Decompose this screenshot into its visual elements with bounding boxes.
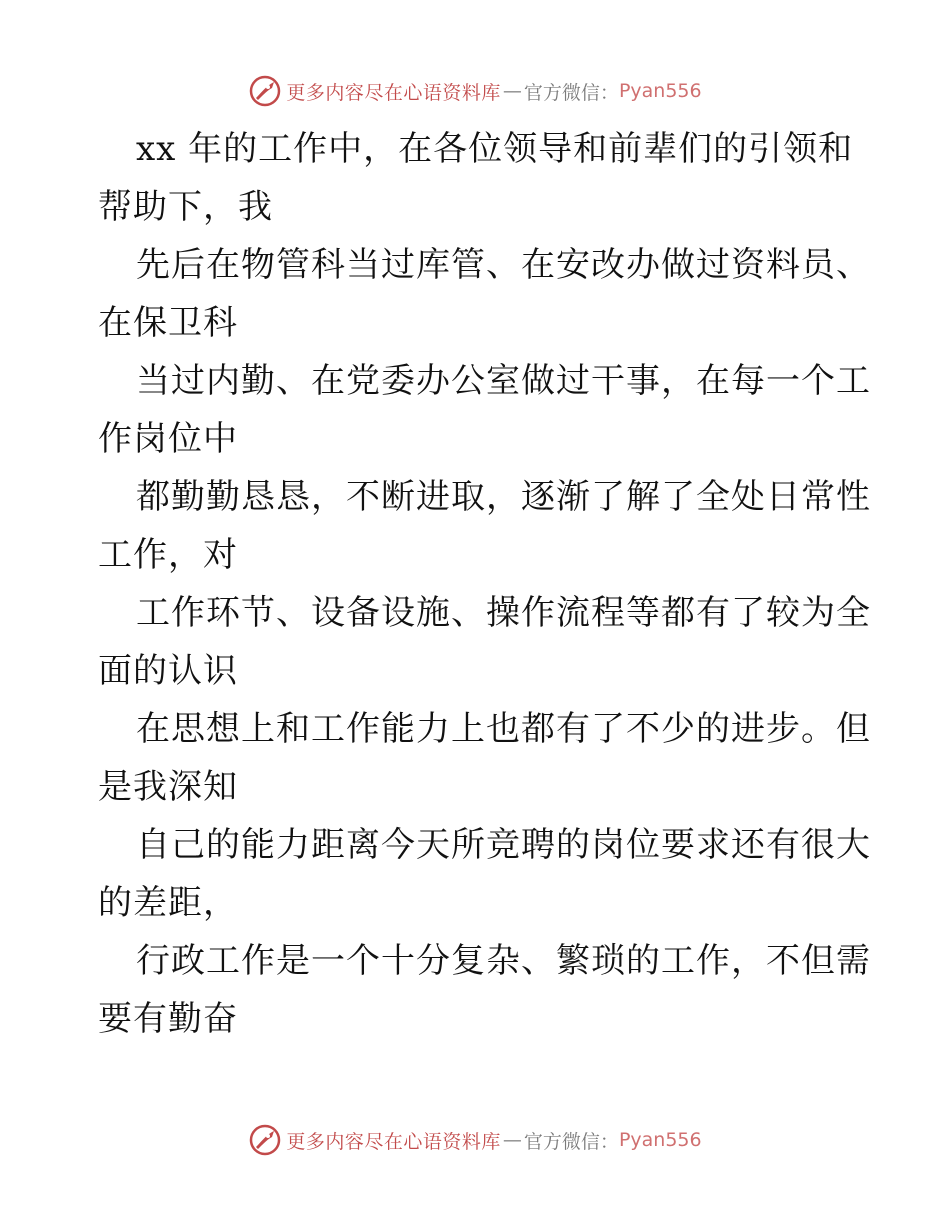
pen-nib-logo-icon: [248, 1123, 282, 1157]
banner-label: 官方微信：: [523, 1130, 619, 1153]
footer-banner: [0, 1120, 950, 1160]
text-line: 作岗位中: [98, 419, 238, 459]
text-line: 行政工作是一个十分复杂、繁琐的工作，不但需: [136, 941, 871, 981]
header-banner: [0, 71, 950, 111]
text-line: 当过内勤、在党委办公室做过干事，在每一个工: [136, 361, 871, 401]
banner-text: 更多内容尽在心语资料库: [286, 81, 501, 104]
text-line: 工作环节、设备设施、操作流程等都有了较为全: [136, 593, 871, 633]
text-line: 在思想上和工作能力上也都有了不少的进步。但: [136, 709, 871, 749]
document-body: [98, 120, 871, 1048]
banner-wechat-id: Pyan556: [618, 80, 702, 102]
text-line: 帮助下，我: [98, 187, 273, 227]
text-line: 要有勤奋: [98, 999, 238, 1039]
text-line: 是我深知: [98, 767, 238, 807]
banner-text: 更多内容尽在心语资料库: [286, 1130, 501, 1153]
text-line: 在保卫科: [98, 303, 238, 343]
pen-nib-logo-icon: [248, 74, 282, 108]
text-line: 自己的能力距离今天所竞聘的岗位要求还有很大: [136, 825, 871, 865]
banner-separator: —: [502, 1129, 522, 1151]
banner-wechat-id: Pyan556: [618, 1129, 702, 1151]
banner-separator: —: [502, 80, 522, 102]
banner-label: 官方微信：: [523, 81, 619, 104]
text-line: 的差距，: [98, 883, 238, 923]
text-line: 面的认识: [98, 651, 238, 691]
text-line: 工作，对: [98, 535, 238, 575]
text-line: 先后在物管科当过库管、在安改办做过资料员、: [136, 245, 871, 285]
text-line: 都勤勤恳恳，不断进取，逐渐了解了全处日常性: [136, 477, 871, 517]
text-line: xx 年的工作中，在各位领导和前辈们的引领和: [136, 129, 854, 169]
